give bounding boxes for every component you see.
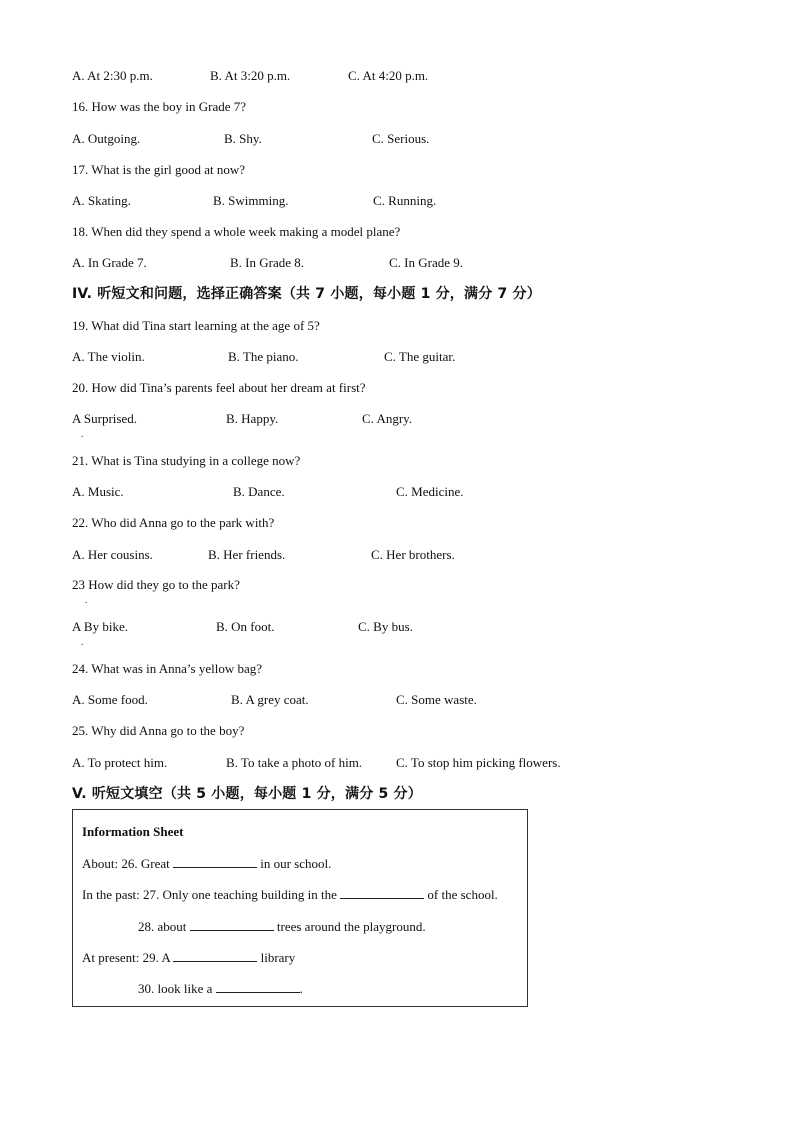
q24-option-a: A. Some food. [72,692,148,707]
q19-option-a: A. The violin. [72,349,145,364]
info-line-26 [82,855,331,872]
q19-question: 19. What did Tina start learning at the age of 5? [72,318,320,333]
q25-option-b: B. To take a photo of him. [226,755,363,770]
info-30-label: 30. look like a [138,981,213,996]
q23-option-b: B. On foot. [216,619,275,634]
info-28-label: 28. about [138,919,187,934]
q16-option-c: C. Serious. [372,131,430,146]
q25-question: 25. Why did Anna go to the boy? [72,723,245,738]
q24-option-c: C. Some waste. [396,692,477,707]
info-27-suffix: of the school. [427,887,498,902]
info-26-label: About: 26. Great [82,856,170,871]
q25-option-c: C. To stop him picking flowers. [396,755,561,770]
stray-dot: . [81,429,84,439]
q20-option-b: B. Happy. [226,411,279,426]
info-line-30 [138,980,303,997]
q22-option-a: A. Her cousins. [72,547,153,562]
q16-option-b: B. Shy. [224,131,262,146]
blank-29[interactable] [173,949,257,962]
stray-dot: . [81,637,84,647]
q21-question: 21. What is Tina studying in a college now? [72,453,301,468]
stray-dot: . [85,595,88,605]
section-4-heading: IV. 听短文和问题，选择正确答案（共 7 小题，每小题 1 分，满分 7 分） [72,286,541,302]
q18-option-b: B. In Grade 8. [230,255,305,270]
q17-option-c: C. Running. [373,193,437,208]
q23-option-a: A By bike. [72,619,128,634]
q16-question: 16. How was the boy in Grade 7? [72,99,247,114]
q24-question: 24. What was in Anna’s yellow bag? [72,661,263,676]
q15-option-b: B. At 3:20 p.m. [210,68,291,83]
q24-option-b: B. A grey coat. [231,692,309,707]
info-line-29 [82,949,295,966]
q19-option-b: B. The piano. [228,349,299,364]
blank-26[interactable] [173,855,257,868]
section-5-heading: V. 听短文填空（共 5 小题，每小题 1 分，满分 5 分） [72,786,422,802]
q16-option-a: A. Outgoing. [72,131,141,146]
info-26-suffix: in our school. [260,856,332,871]
q21-option-c: C. Medicine. [396,484,464,499]
q18-question: 18. When did they spend a whole week making a model plane? [72,224,401,239]
q18-option-a: A. In Grade 7. [72,255,147,270]
q22-option-b: B. Her friends. [208,547,286,562]
info-line-27 [82,886,498,903]
q22-option-c: C. Her brothers. [371,547,455,562]
info-29-label: At present: 29. A [82,950,171,965]
q25-option-a: A. To protect him. [72,755,168,770]
info-27-label: In the past: 27. Only one teaching building in the [82,887,337,902]
q21-option-a: A. Music. [72,484,124,499]
info-28-suffix: trees around the playground. [276,919,426,934]
blank-27[interactable] [340,886,424,899]
q19-option-c: C. The guitar. [384,349,456,364]
q15-option-c: C. At 4:20 p.m. [348,68,429,83]
q21-option-b: B. Dance. [233,484,285,499]
blank-28[interactable] [190,918,274,931]
info-sheet-title: Information Sheet [82,824,184,839]
q23-question: 23 How did they go to the park? [72,577,240,592]
q20-question: 20. How did Tina’s parents feel about her dream at first? [72,380,366,395]
q17-option-b: B. Swimming. [213,193,289,208]
q18-option-c: C. In Grade 9. [389,255,464,270]
information-sheet-box [72,809,528,1007]
q17-question: 17. What is the girl good at now? [72,162,246,177]
blank-30[interactable] [216,980,300,993]
info-29-suffix: library [260,950,296,965]
q22-question: 22. Who did Anna go to the park with? [72,515,275,530]
q20-option-c: C. Angry. [362,411,413,426]
q17-option-a: A. Skating. [72,193,131,208]
info-line-28 [138,918,426,935]
info-30-suffix: . [299,981,303,996]
q15-option-a: A. At 2:30 p.m. [72,68,153,83]
q23-option-c: C. By bus. [358,619,413,634]
q20-option-a: A Surprised. [72,411,137,426]
